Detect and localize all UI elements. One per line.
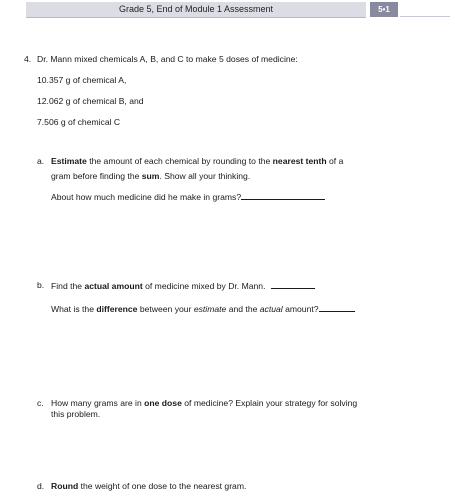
part-b-estimate-word: estimate — [193, 304, 227, 314]
part-a-answer-blank[interactable] — [241, 191, 325, 200]
part-a-line-2: gram before finding the sum. Show all your thinking. — [51, 171, 251, 181]
chemical-a: 10.357 g of chemical A, — [37, 75, 127, 85]
chemical-c: 7.506 g of chemical C — [37, 117, 121, 127]
part-b-actual-amount: actual amount — [84, 281, 143, 291]
part-b-letter: b. — [37, 280, 45, 290]
part-d-line: Round the weight of one dose to the nearest gram. — [51, 481, 247, 491]
part-d-round-word: Round — [51, 481, 79, 491]
part-b-question: What is the difference between your estimate and the actual amount? — [51, 303, 355, 315]
part-b-difference-word: difference — [96, 304, 138, 314]
part-c-one-dose: one dose — [144, 398, 182, 408]
part-a-estimate-word: Estimate — [51, 156, 87, 166]
part-a-letter: a. — [37, 156, 45, 166]
part-a-prompt: About how much medicine did he make in grams? — [51, 191, 325, 203]
part-b-line-1: Find the actual amount of medicine mixed by Dr. Mann. — [51, 280, 315, 292]
part-c-line-2: this problem. — [51, 409, 101, 419]
part-c-line-1: How many grams are in one dose of medicine? Explain your strategy for solving — [51, 398, 358, 408]
part-b-actual-word: actual — [259, 304, 283, 314]
header-rule — [400, 16, 450, 17]
part-b-answer-blank[interactable] — [271, 280, 315, 289]
part-a-sum-word: sum — [141, 171, 160, 181]
question-intro: Dr. Mann mixed chemicals A, B, and C to make 5 doses of medicine: — [37, 54, 298, 64]
module-badge: 5•1 — [370, 2, 398, 17]
part-d-letter: d. — [37, 481, 45, 491]
header-title: Grade 5, End of Module 1 Assessment — [26, 2, 366, 18]
part-b-difference-blank[interactable] — [319, 303, 355, 312]
part-a-line-1: Estimate the amount of each chemical by rounding to the nearest tenth of a — [51, 156, 344, 166]
part-c-letter: c. — [37, 398, 44, 408]
part-a-nearest-tenth: nearest tenth — [272, 156, 327, 166]
question-number: 4. — [24, 54, 32, 64]
chemical-b: 12.062 g of chemical B, and — [37, 96, 144, 106]
